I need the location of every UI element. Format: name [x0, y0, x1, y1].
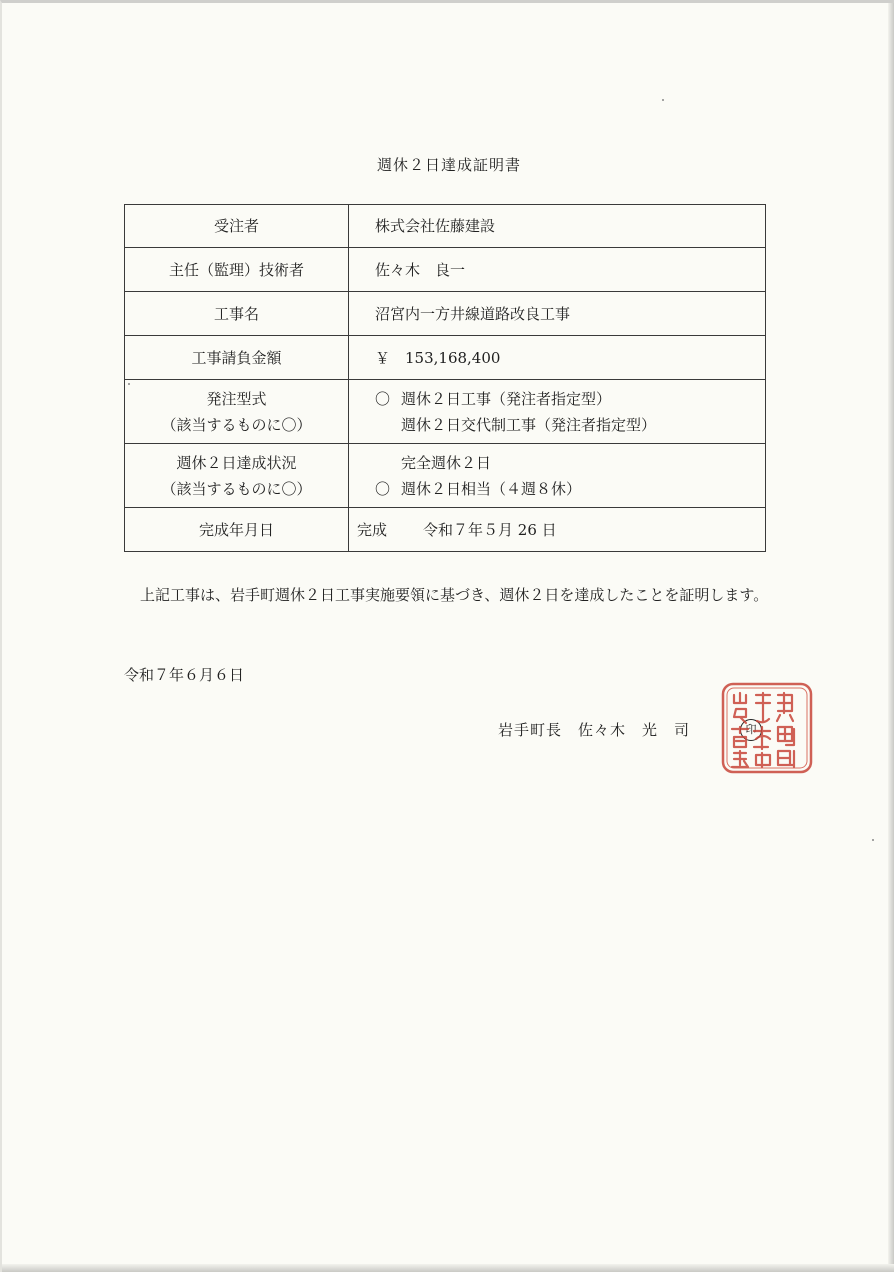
row-value-order-type	[349, 380, 766, 444]
table-row	[125, 205, 766, 248]
table-row	[125, 248, 766, 292]
row-value-chief-engineer: 佐々木 良一	[349, 248, 766, 292]
page-bottom-shadow	[2, 1264, 894, 1272]
scan-speck	[872, 839, 874, 841]
certificate-table	[124, 204, 766, 552]
document-title: 週休２日達成証明書	[376, 156, 521, 174]
row-value-achievement-status	[349, 444, 766, 508]
option-text: 完全週休２日	[401, 453, 492, 472]
row-label-contractor: 受注者	[125, 205, 349, 248]
official-seal-stamp	[720, 681, 814, 775]
row-label-achievement-status	[125, 444, 349, 508]
table-row	[125, 444, 766, 508]
table-row	[125, 508, 766, 552]
issue-date: 令和７年６月６日	[124, 666, 245, 684]
row-value-contract-amount: ￥ 153,168,400	[349, 336, 766, 380]
row-label-order-type	[125, 380, 349, 444]
option-text: 週休２日交代制工事（発注者指定型）	[401, 415, 657, 434]
row-label-contract-amount: 工事請負金額	[125, 336, 349, 380]
order-type-option	[375, 386, 765, 412]
row-label-project-name: 工事名	[125, 292, 349, 336]
selection-mark: 〇	[375, 389, 391, 408]
achievement-option	[375, 450, 765, 476]
achievement-option	[375, 476, 765, 502]
completion-date: 令和７年５月 26 日	[423, 520, 557, 539]
order-type-instruction: （該当するものに〇）	[161, 415, 312, 434]
table-row	[125, 292, 766, 336]
achievement-status-instruction: （該当するものに〇）	[161, 479, 312, 498]
table-row	[125, 336, 766, 380]
achievement-status-label: 週休２日達成状況	[176, 453, 297, 472]
order-type-label: 発注型式	[206, 389, 267, 408]
row-label-completion-date: 完成年月日	[125, 508, 349, 552]
seal-mark: 印	[740, 719, 762, 741]
option-text: 週休２日工事（発注者指定型）	[401, 389, 612, 408]
table-row	[125, 380, 766, 444]
scan-speck	[128, 383, 130, 385]
completion-status: 完成	[357, 520, 388, 539]
scan-speck	[662, 99, 664, 101]
order-type-option	[375, 412, 765, 438]
certification-statement: 上記工事は、岩手町週休２日工事実施要領に基づき、週休２日を達成したことを証明します。	[140, 586, 769, 604]
page-edge-shadow	[888, 3, 894, 1272]
signer-name: 岩手町長 佐々木 光 司	[498, 721, 691, 739]
selection-mark: 〇	[375, 479, 391, 498]
row-value-completion-date	[349, 508, 766, 552]
row-label-chief-engineer: 主任（監理）技術者	[125, 248, 349, 292]
row-value-project-name: 沼宮内一方井線道路改良工事	[349, 292, 766, 336]
row-value-contractor: 株式会社佐藤建設	[349, 205, 766, 248]
option-text: 週休２日相当（４週８休）	[401, 479, 582, 498]
